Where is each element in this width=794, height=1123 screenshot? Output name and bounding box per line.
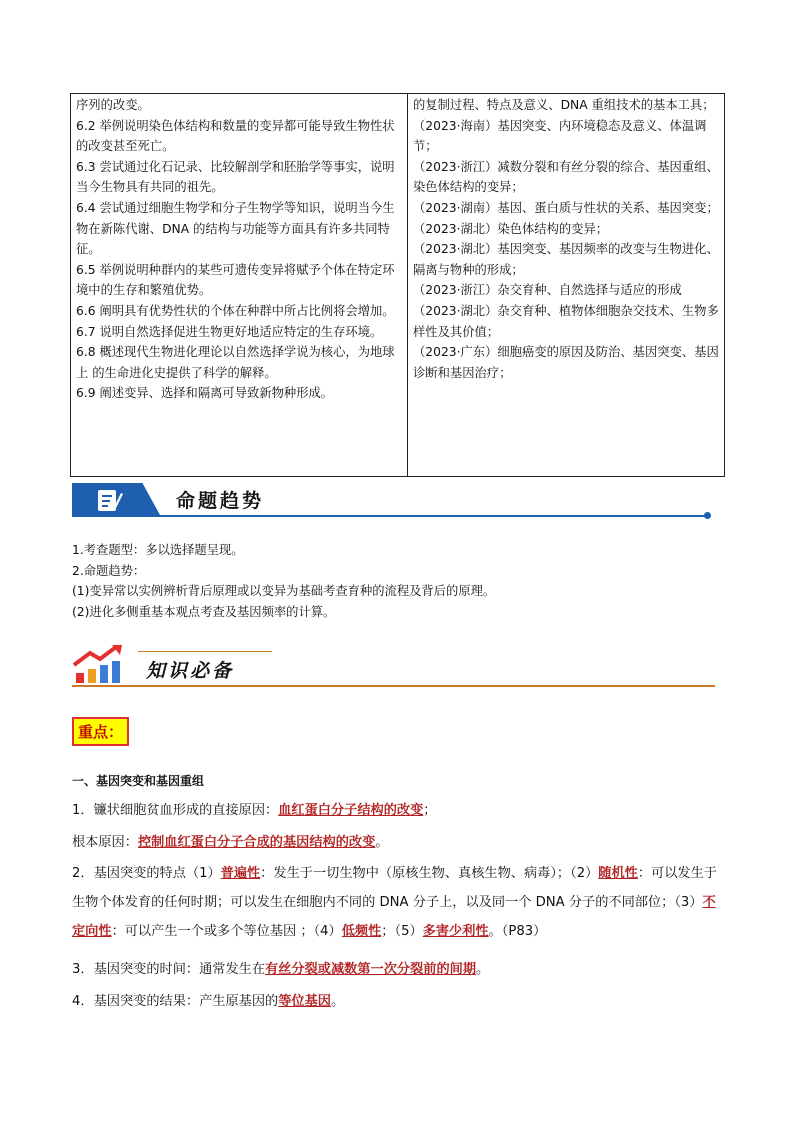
highlighted-answer: 控制血红蛋白分子合成的基因结构的改变 xyxy=(137,835,376,850)
paragraph-2 xyxy=(72,828,724,857)
table-cell-text: （2023·湖南）基因、蛋白质与性状的关系、基因突变； xyxy=(413,200,719,215)
exam-trend-text xyxy=(72,540,495,622)
table-cell-text: 的复制过程、特点及意义、DNA 重组技术的基本工具； xyxy=(413,98,715,112)
table-cell-text: 6.5 举例说明种群内的某些可遗传变异将赋予个体在特定环境中的生存和繁殖优势。 xyxy=(76,262,395,298)
trend-line: (1)变异常以实例辨析背后原理或以变异为基础考查育种的流程及背后的原理。 xyxy=(72,584,496,598)
table-cell-text: 6.2 举例说明染色体结构和数量的变异都可能导致生物性状的改变甚至死亡。 xyxy=(76,118,395,154)
paragraph-text: 。 xyxy=(476,962,490,977)
paragraph-text: 根本原因： xyxy=(72,835,138,850)
highlighted-answer: 随机性 xyxy=(598,866,638,881)
table-cell-text: 6.7 说明自然选择促进生物更好地适应特定的生存环境。 xyxy=(76,324,383,339)
trend-line: 1.考查题型：多以选择题呈现。 xyxy=(72,543,244,557)
section-heading: 一、基因突变和基因重组 xyxy=(72,774,205,788)
paragraph-5 xyxy=(72,987,724,1016)
highlighted-answer: 等位基因 xyxy=(278,994,331,1009)
table-cell-text: 序列的改变。 xyxy=(76,98,150,112)
highlighted-answer: 有丝分裂或减数第一次分裂前的间期 xyxy=(265,962,477,977)
banner-underline xyxy=(72,515,708,517)
highlighted-answer: 不定向性 xyxy=(72,895,716,939)
table-cell-text: 6.9 阐述变异、选择和隔离可导致新物种形成。 xyxy=(76,386,334,401)
trend-line: (2)进化多侧重基本观点考查及基因频率的计算。 xyxy=(72,604,336,619)
paragraph-3 xyxy=(72,859,724,946)
banner-dot xyxy=(704,512,711,519)
highlighted-answer: 多害少利性 xyxy=(422,924,489,939)
key-point-label: 重点： xyxy=(72,717,129,746)
paragraph-text: 。（P83） xyxy=(488,924,547,939)
table-cell-text: （2023·湖北）基因突变、基因频率的改变与生物进化、隔离与物种的形成； xyxy=(413,242,719,277)
growth-chart-icon xyxy=(72,643,128,685)
paragraph-text: 3．基因突变的时间：通常发生在 xyxy=(72,962,266,977)
table-cell-text: （2023·浙江）减数分裂和有丝分裂的综合、基因重组、染色体结构的变异； xyxy=(413,159,719,195)
highlighted-answer: 低频性 xyxy=(341,924,382,939)
paragraph-text: 2．基因突变的特点（1） xyxy=(72,866,221,881)
highlighted-answer: 血红蛋白分子结构的改变 xyxy=(278,803,424,818)
curriculum-table xyxy=(70,93,725,477)
paragraph-text: 。 xyxy=(330,994,345,1009)
paragraph-text: 。 xyxy=(375,835,389,850)
paragraph-text: ：可以产生一个或多个等位基因 ；（4） xyxy=(111,924,342,939)
section-banner-trend xyxy=(72,480,712,520)
table-cell-text: （2023·湖北）杂交育种、植物体细胞杂交技术、生物多样性及其价值； xyxy=(413,303,719,339)
table-cell-text: （2023·浙江）杂交育种、自然选择与适应的形成 xyxy=(413,283,682,298)
table-right-column xyxy=(408,94,724,476)
table-cell-text: 6.8 概述现代生物进化理论以自然选择学说为核心，为地球上 的生命进化史提供了科学的解释。 xyxy=(76,345,395,380)
paragraph-text: ；（5） xyxy=(381,924,423,939)
paragraph-text: 4．基因突变的结果：产生原基因的 xyxy=(72,994,279,1009)
banner-title-knowledge: 知识必备 xyxy=(146,660,235,682)
paragraph-1 xyxy=(72,796,724,825)
notepad-pen-icon xyxy=(94,485,124,515)
paragraph-text: 1．镰状细胞贫血形成的直接原因： xyxy=(72,803,279,818)
banner-topline xyxy=(138,651,272,652)
table-cell-text: 6.4 尝试通过细胞生物学和分子生物学等知识，说明当今生物在新陈代谢、DNA 的结构与功能等方面具有许多共同特征。 xyxy=(76,200,395,257)
paragraph-text: ：发生于一切生物中（原核生物、真核生物、病毒）；（2） xyxy=(260,866,599,881)
paragraph-text: ； xyxy=(423,803,437,818)
table-cell-text: 6.3 尝试通过化石记录、比较解剖学和胚胎学等事实，说明当今生物具有共同的祖先。 xyxy=(76,159,395,195)
banner-title: 命题趋势 xyxy=(176,490,265,512)
highlighted-answer: 普遍性 xyxy=(220,866,261,881)
table-cell-text: （2023·广东）细胞癌变的原因及防治、基因突变、基因诊断和基因治疗； xyxy=(413,345,719,380)
trend-line: 2.命题趋势： xyxy=(72,563,146,578)
table-cell-text: （2023·湖北）染色体结构的变异； xyxy=(413,221,609,236)
table-cell-text: 6.6 阐明具有优势性状的个体在种群中所占比例将会增加。 xyxy=(76,303,395,318)
table-left-column xyxy=(71,94,408,476)
paragraph-4 xyxy=(72,955,724,984)
banner-underline xyxy=(72,685,715,687)
paragraph-text: ：可以发生于生物个体发育的任何时期；可以发生在细胞内不同的 DNA 分子上，以及同一个 DNA 分子的不同部位；（3） xyxy=(72,866,717,910)
table-cell-text: （2023·海南）基因突变、内环境稳态及意义、体温调节； xyxy=(413,118,707,154)
